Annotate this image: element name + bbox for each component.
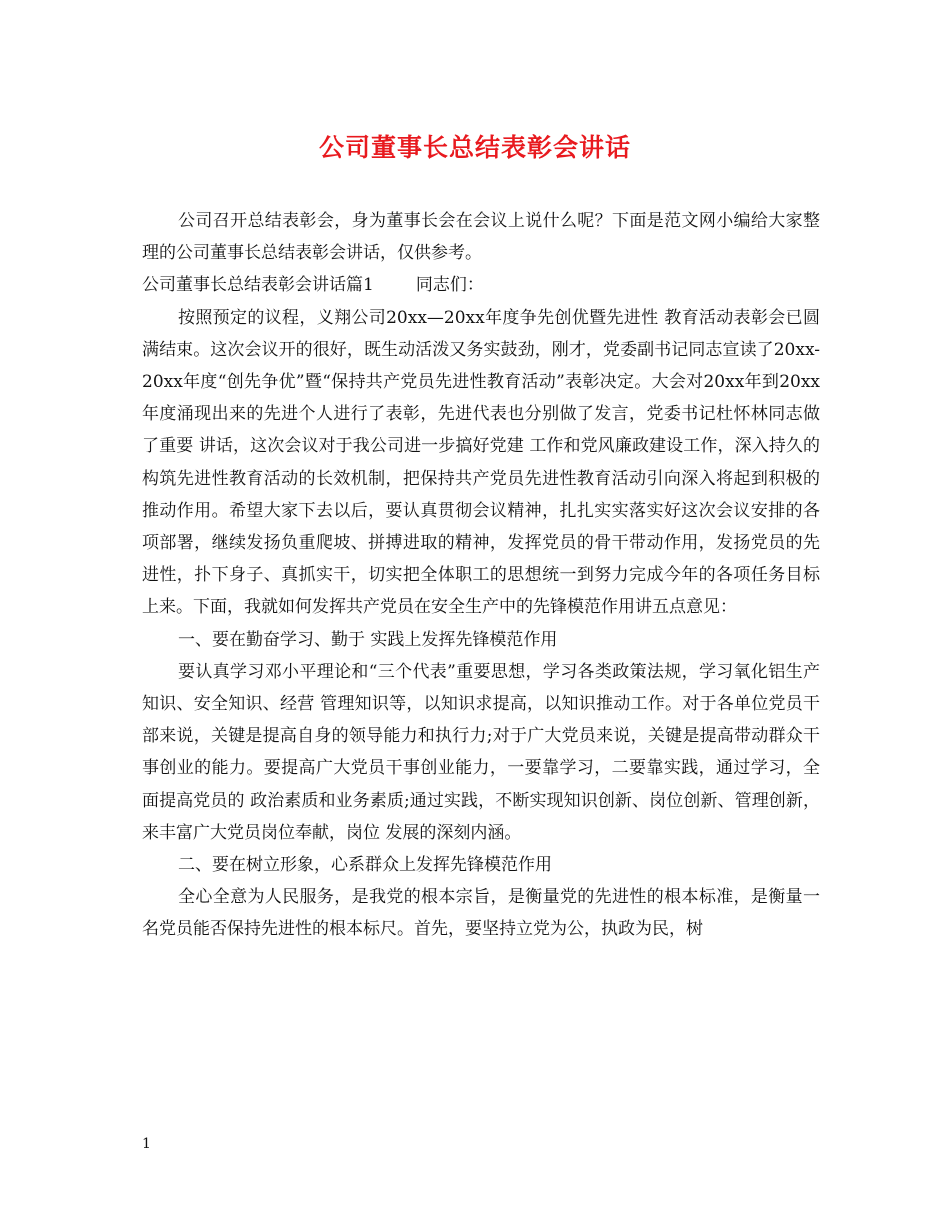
document-body xyxy=(142,205,820,946)
speech-subheading xyxy=(142,269,820,301)
section-heading-1: 一、要在勤奋学习、勤于 实践上发挥先锋模范作用 xyxy=(178,629,558,650)
section-heading-2: 二、要在树立形象，心系群众上发挥先锋模范作用 xyxy=(178,855,552,876)
document-title: 公司董事长总结表彰会讲话 xyxy=(318,133,631,162)
page-number: 1 xyxy=(142,1136,151,1152)
speech-subheading-label: 公司董事长总结表彰会讲话篇1 xyxy=(142,275,374,296)
body-paragraph-1: 按照预定的议程，义翔公司20xx—20xx年度争先创优暨先进性 教育活动表彰会已圆满结束。这次会议开的很好，既生动活泼又务实鼓劲，刚才，党委副书记同志宣读了20xx-20xx年度“创先争优”暨“保持共产党员先进性教育活动”表彰决定。大会对20xx年到20xx年度涌现出来的先进个人进行了表彰，先进代表也分别做了发言，党委书记杜怀林同志做了重要 讲话，这次会议对于我公司进一步搞好党建 工作和党风廉政建设工作，深入持久的构筑先进性教育活动的长效机制，把保持共产党员先进性教育活动引向深入将起到积极的推动作用。希望大家下去以后，要认真贯彻会议精神，扎扎实实落实好这次会议安排的各项部署，继续发扬负重爬坡、拼搏进取的精神，发挥党员的骨干带动作用，发扬党员的先进性，扑下身子、真抓实干，切实把全体职工的思想统一到努力完成今年的各项任务目标上来。下面，我就如何发挥共产党员在安全生产中的先锋模范作用讲五点意见： xyxy=(142,307,820,618)
speech-greeting: 同志们： xyxy=(415,275,484,296)
body-paragraph-2: 要认真学习邓小平理论和“三个代表”重要思想，学习各类政策法规，学习氧化铝生产知识、安全知识、经营 管理知识等，以知识求提高，以知识推动工作。对于各单位党员干部来说，关键是提高自身的领导能力和执行力;对于广大党员来说，关键是提高带动群众干事创业的能力。要提高广大党员干事创业能力，一要靠学习，二要靠实践，通过学习，全面提高党员的 政治素质和业务素质;通过实践，不断实现知识创新、岗位创新、管理创新，来丰富广大党员岗位奉献，岗位 发展的深刻内涵。 xyxy=(142,661,820,843)
body-paragraph-3: 全心全意为人民服务，是我党的根本宗旨，是衡量党的先进性的根本标准，是衡量一名党员能否保持先进性的根本标尺。首先，要坚持立党为公，执政为民，树 xyxy=(142,887,820,940)
intro-paragraph: 公司召开总结表彰会，身为董事长会在会议上说什么呢？下面是范文网小编给大家整理的公司董事长总结表彰会讲话，仅供参考。 xyxy=(142,211,820,264)
